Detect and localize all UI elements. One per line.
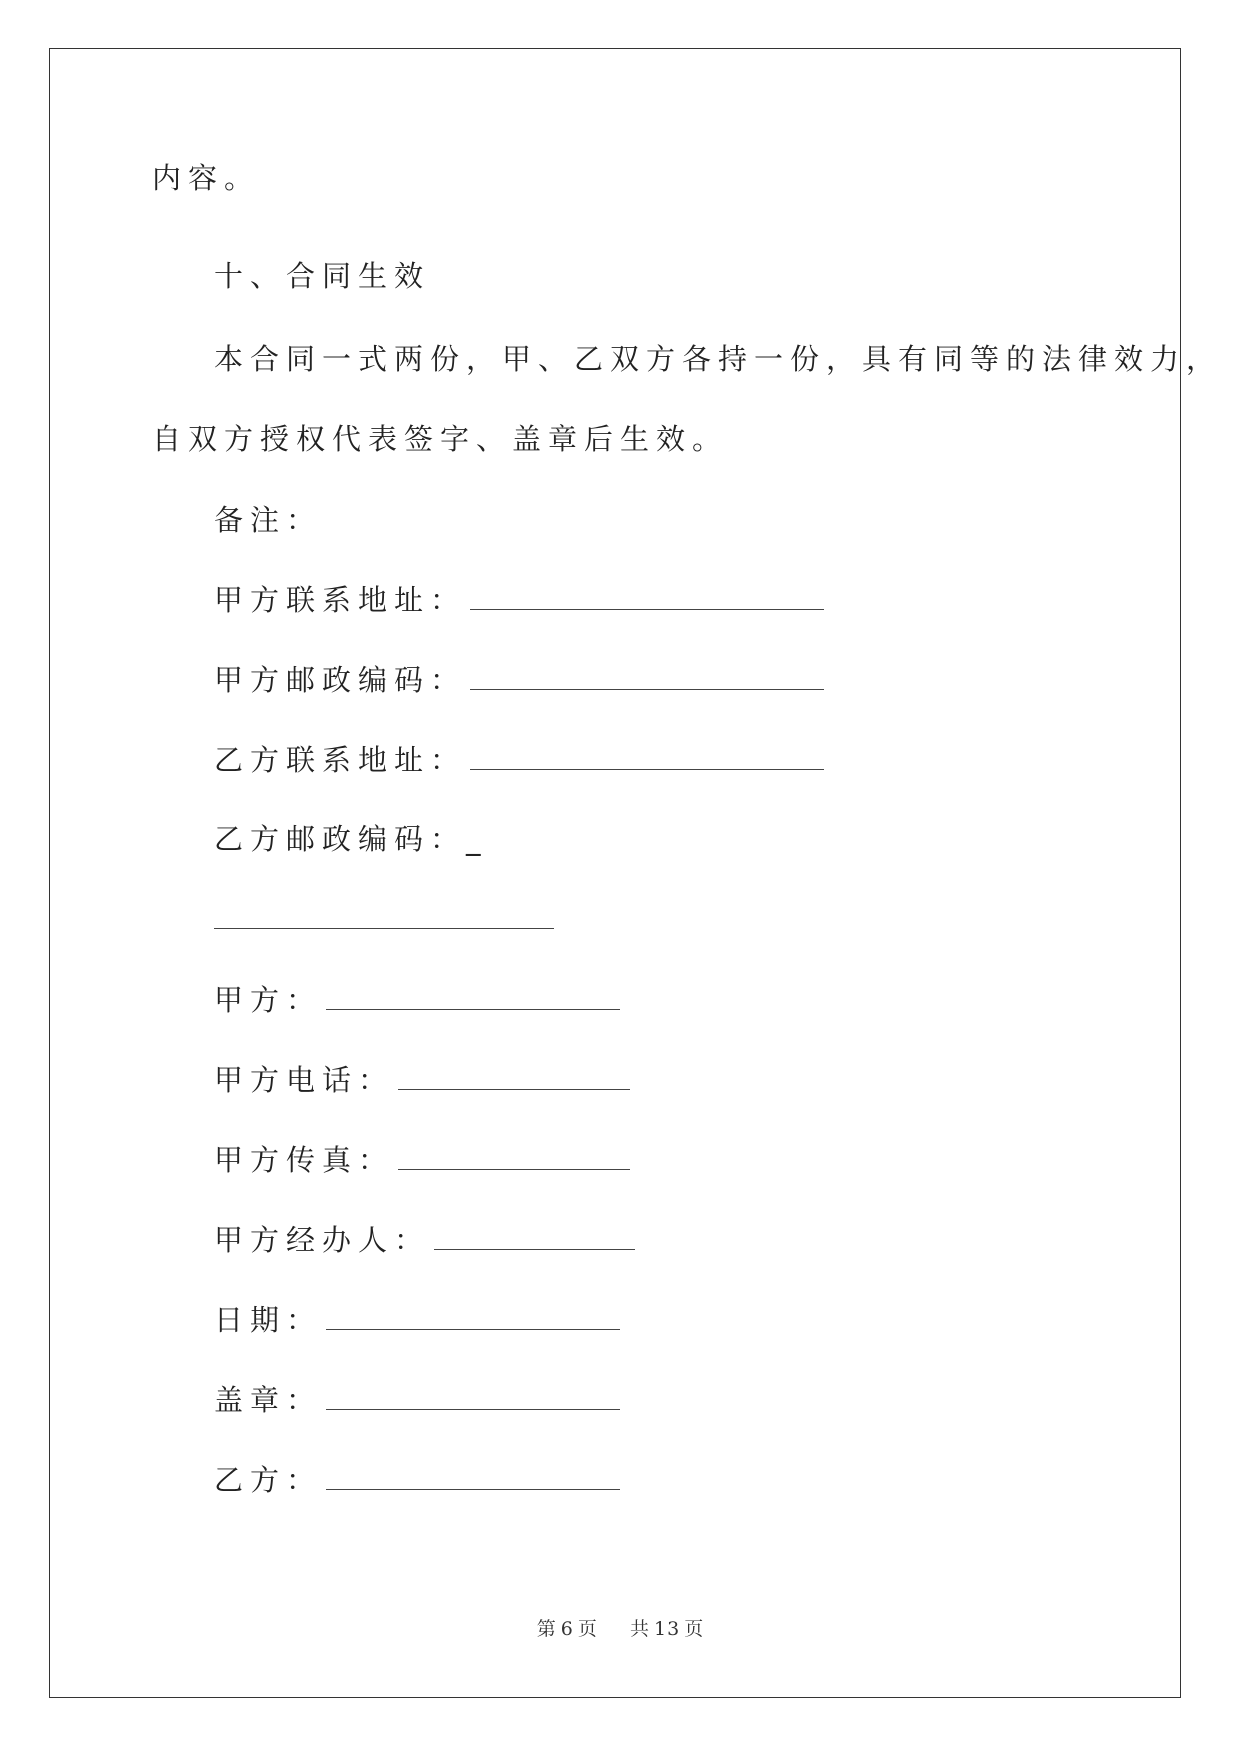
content-tail-text xyxy=(152,158,260,198)
content-tail-label: 内容。 xyxy=(152,161,261,195)
party-a-phone-blank[interactable] xyxy=(398,1063,630,1090)
party-b-field xyxy=(214,1460,620,1500)
party-b-label: 乙方： xyxy=(214,1463,323,1497)
party-b-address-label: 乙方联系地址： xyxy=(214,743,467,777)
page-label: 第 xyxy=(536,1618,557,1640)
party-b-postcode-blank-continued[interactable] xyxy=(214,928,554,929)
party-a-phone-label: 甲方电话： xyxy=(214,1063,395,1097)
date-blank[interactable] xyxy=(326,1303,620,1330)
seal-field xyxy=(214,1380,620,1420)
party-a-phone-field xyxy=(214,1060,630,1100)
section-heading-label: 十、合同生效 xyxy=(214,259,431,293)
party-a-postcode-label: 甲方邮政编码： xyxy=(214,663,467,697)
remarks-label xyxy=(214,500,322,540)
page-unit: 页 xyxy=(577,1618,598,1640)
total-label: 共 xyxy=(630,1618,651,1640)
party-a-field xyxy=(214,980,620,1020)
party-a-label: 甲方： xyxy=(214,983,323,1017)
effect-paragraph-text-2: 自双方授权代表签字、盖章后生效。 xyxy=(152,422,729,456)
party-a-agent-label: 甲方经办人： xyxy=(214,1223,431,1257)
party-b-address-blank[interactable] xyxy=(470,743,824,770)
effect-paragraph-text-1: 本合同一式两份，甲、乙双方各持一份，具有同等的法律效力， xyxy=(214,342,1223,376)
section-heading xyxy=(214,256,430,296)
party-a-agent-blank[interactable] xyxy=(434,1223,635,1250)
party-a-address-label: 甲方联系地址： xyxy=(214,583,467,617)
party-b-blank[interactable] xyxy=(326,1463,620,1490)
date-field xyxy=(214,1300,620,1340)
total-unit: 页 xyxy=(684,1618,705,1640)
seal-label: 盖章： xyxy=(214,1383,323,1417)
party-b-address-field xyxy=(214,740,824,780)
party-a-postcode-field xyxy=(214,660,824,700)
party-a-postcode-blank[interactable] xyxy=(470,663,824,690)
party-a-agent-field xyxy=(214,1220,635,1260)
total-pages: 13 xyxy=(654,1618,681,1640)
remarks-text: 备注： xyxy=(214,503,323,537)
party-b-postcode-label: 乙方邮政编码：_ xyxy=(214,822,488,856)
party-a-fax-label: 甲方传真： xyxy=(214,1143,395,1177)
party-a-fax-field xyxy=(214,1140,630,1180)
party-b-postcode-field xyxy=(214,819,488,859)
page-footer xyxy=(0,1614,1241,1641)
effect-paragraph-line-1 xyxy=(214,339,1222,379)
party-a-blank[interactable] xyxy=(326,983,620,1010)
effect-paragraph-line-2 xyxy=(152,419,728,459)
date-label: 日期： xyxy=(214,1303,323,1337)
seal-blank[interactable] xyxy=(326,1383,620,1410)
party-a-address-blank[interactable] xyxy=(470,583,824,610)
party-a-fax-blank[interactable] xyxy=(398,1143,630,1170)
party-a-address-field xyxy=(214,580,824,620)
page-number: 6 xyxy=(560,1618,574,1640)
